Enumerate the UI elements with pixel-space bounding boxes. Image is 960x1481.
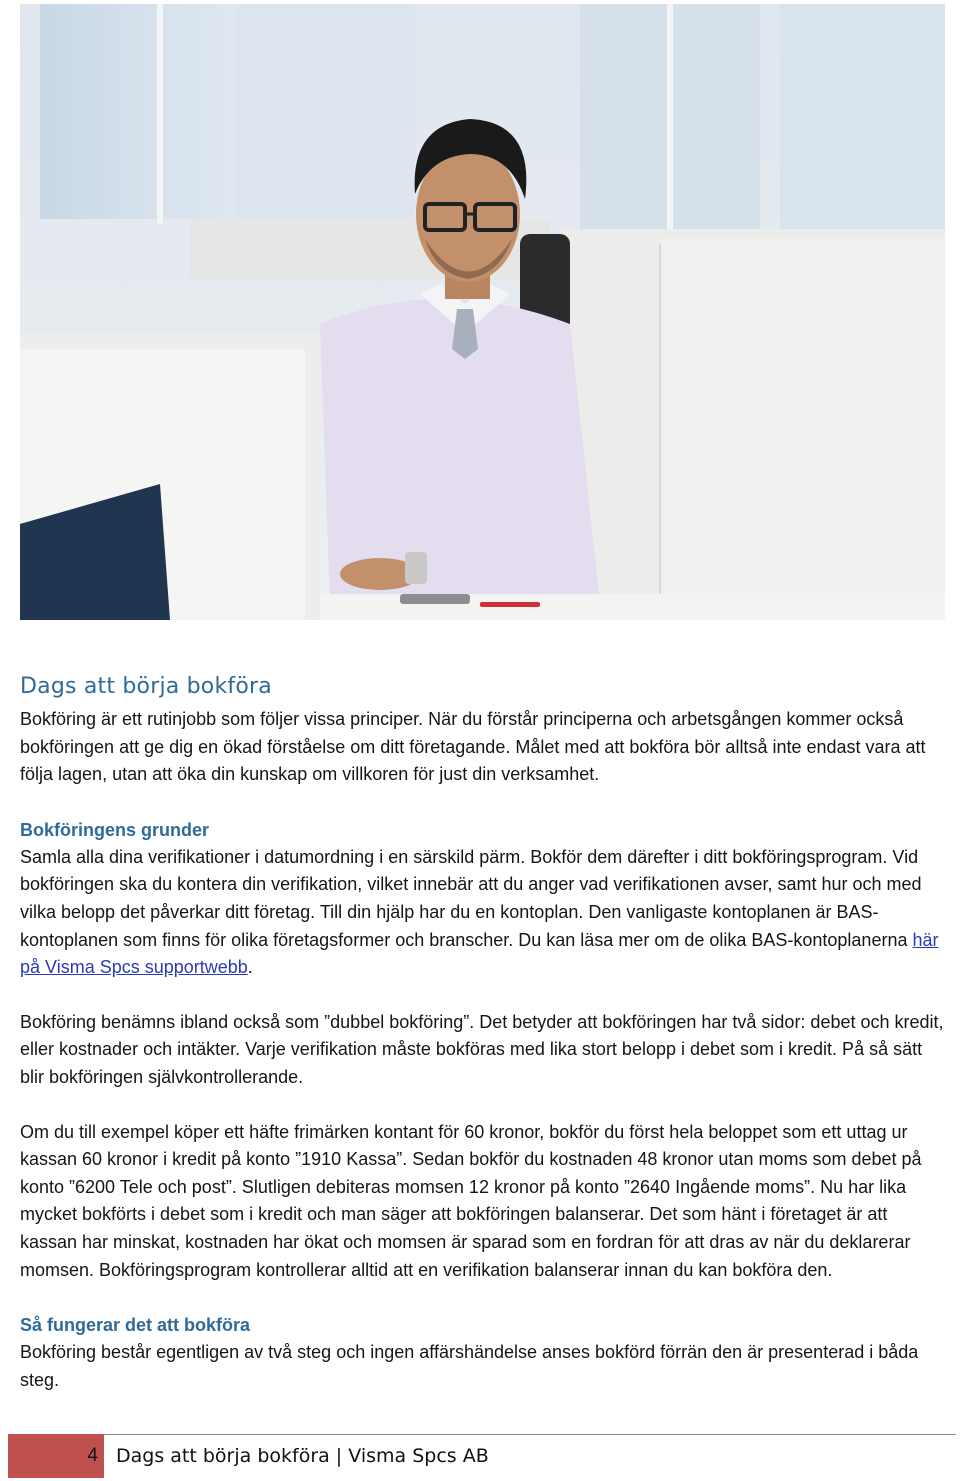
sa-fungerar-paragraph: Bokföring består egentligen av två steg och ingen affärshändelse anses bokförd förrän den är presenterad i båda steg.: [20, 1342, 919, 1390]
dubbel-bokforing-paragraph: Bokföring benämns ibland också som ”dubbel bokföring”. Det betyder att bokföringen har två sidor: debet och kredit, eller kostnader och intäkter. Varje verifikation måste bokföras med lika stort belopp i debet som i kredit. På så sätt blir bokföringen självkontrollerande.: [20, 1011, 944, 1087]
page-number: 4: [87, 1445, 98, 1466]
supportweb-link[interactable]: här på Visma Spcs supportwebb: [20, 929, 939, 978]
footer-text: Dags att börja bokföra | Visma Spcs AB: [116, 1445, 489, 1467]
grunder-text-end: .: [247, 957, 253, 978]
intro-paragraph: Bokföring är ett rutinjobb som följer vissa principer. När du förstår principerna och arbetsgången kommer också bokföringen att ge dig en ökad förståelse om ditt företagande. Målet med att bokföra bör alltså inte endast vara att följa lagen, utan att öka din kunskap om villkoren för just din verksamhet.: [20, 709, 926, 785]
office-man-photo: [20, 4, 945, 620]
section-heading-dags-att-borja: Dags att börja bokföra: [20, 674, 272, 699]
page-content: [20, 672, 945, 1394]
page-footer: [8, 1432, 956, 1478]
grunder-paragraph: [20, 844, 945, 982]
footer-rule: [104, 1434, 956, 1435]
section-heading-grunder: Bokföringens grunder: [20, 819, 210, 840]
example-paragraph: Om du till exempel köper ett häfte frimärken kontant för 60 kronor, bokför du först hela beloppet som ett uttag ur kassan 60 kronor i kredit på konto ”1910 Kassa”. Sedan bokför du kostnaden 48 kronor utan moms som debet på konto ”6200 Tele och post”. Slutligen debiteras momsen 12 kronor på konto ”2640 Ingående moms”. Nu har lika mycket bokförts i debet som i kredit och man säger att bokföringen balanserar. Det som hänt i företaget är att kassan har minskat, kostnaden har ökat och momsen är sparad som en fordran för att dras av när du deklarerar momsen. Bokföringsprogram kontrollerar alltid att en verifikation balanserar innan du kan bokföra den.: [20, 1121, 922, 1280]
page-number-box: [8, 1434, 104, 1478]
grunder-text: Samla alla dina verifikationer i datumordning i en särskild pärm. Bokför dem därefter i ditt bokföringsprogram. Vid bokföringen ska du kontera din verifikation, vilket innebär att du anger vad verifikationen avser, samt hur och med vilka belopp det påverkar ditt företag. Till din hjälp har du en kontoplan. Den vanligaste kontoplanen är BAS-kontoplanen som finns för olika företagsformer och branscher. Du kan läsa mer om de olika BAS-kontoplanerna: [20, 846, 922, 950]
section-heading-sa-fungerar: Så fungerar det att bokföra: [20, 1315, 251, 1336]
